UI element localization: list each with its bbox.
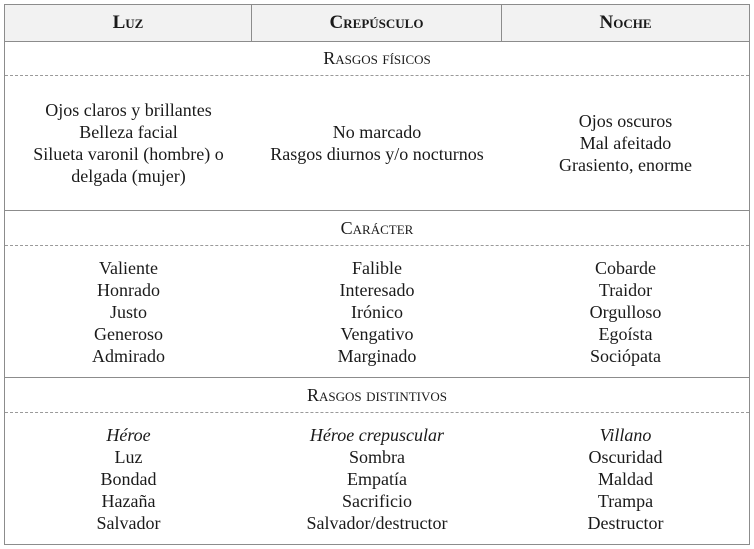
cell-line: Empatía [347,468,407,489]
cell-line: No marcado [332,122,422,142]
table-header-row [5,5,749,42]
cell-line: Marginado [337,345,417,366]
cell-line: Salvador [96,512,161,533]
header-noche: Noche [599,12,652,33]
cell-line: Cobarde [595,257,656,278]
cell-line: Luz [114,446,143,467]
header-luz: Luz [5,5,252,41]
cell-line: Oscuridad [588,446,663,467]
cell-line: Silueta varonil (hombre) o [33,144,224,164]
cell-line: Salvador/destructor [306,512,448,533]
cell-line: Interesado [339,279,415,300]
section-title-rasgos-fisicos: Rasgos físicos [5,42,749,76]
section-title-rasgos-distintivos: Rasgos distintivos [5,379,749,413]
cell-line: Egoísta [598,323,653,344]
cell-line: Honrado [97,279,160,300]
cell-line: Sombra [349,446,405,467]
cell-line: Sacrificio [342,490,412,511]
cell-line-emphasis: Héroe [106,424,151,445]
cell-line: Admirado [92,345,165,366]
section-title-caracter: Carácter [5,212,749,246]
cell-line-emphasis: Villano [599,424,652,445]
cell-crepusculo [252,246,502,377]
comparison-table [4,4,750,545]
cell-line: Traidor [598,279,653,300]
cell-line: Falible [352,257,402,278]
cell-line: Vengativo [340,323,414,344]
cell-line: delgada (mujer) [71,166,186,186]
cell-line: Irónico [351,301,403,322]
cell-crepusculo [252,76,502,210]
cell-line: Valiente [99,257,158,278]
cell-line: Orgulloso [589,301,662,322]
cell-noche [502,246,749,377]
header-crepusculo: Crepúsculo [252,5,502,41]
cell-luz [5,246,252,377]
cell-line: Hazaña [101,490,156,511]
cell-line: Mal afeitado [579,133,672,153]
cell-line: Generoso [94,323,163,344]
cell-luz [5,413,252,544]
cell-luz [5,76,252,210]
cell-line: Justo [109,301,147,322]
cell-line: Sociópata [590,345,661,366]
cell-line: Ojos claros y brillantes [45,100,212,120]
cell-line: Rasgos diurnos y/o nocturnos [270,144,484,164]
cell-noche [502,76,749,210]
cell-line-emphasis: Héroe crepuscular [309,424,445,445]
cell-line: Bondad [100,468,157,489]
cell-noche [502,413,749,544]
cell-line: Grasiento, enorme [559,155,692,175]
cell-line: Belleza facial [79,122,178,142]
cell-line: Trampa [597,490,654,511]
section-row-rasgos-distintivos [5,413,749,544]
cell-line: Destructor [587,512,664,533]
cell-crepusculo [252,413,502,544]
section-row-rasgos-fisicos [5,76,749,211]
cell-line: Ojos oscuros [578,111,673,131]
cell-line: Maldad [598,468,653,489]
section-row-caracter [5,246,749,378]
